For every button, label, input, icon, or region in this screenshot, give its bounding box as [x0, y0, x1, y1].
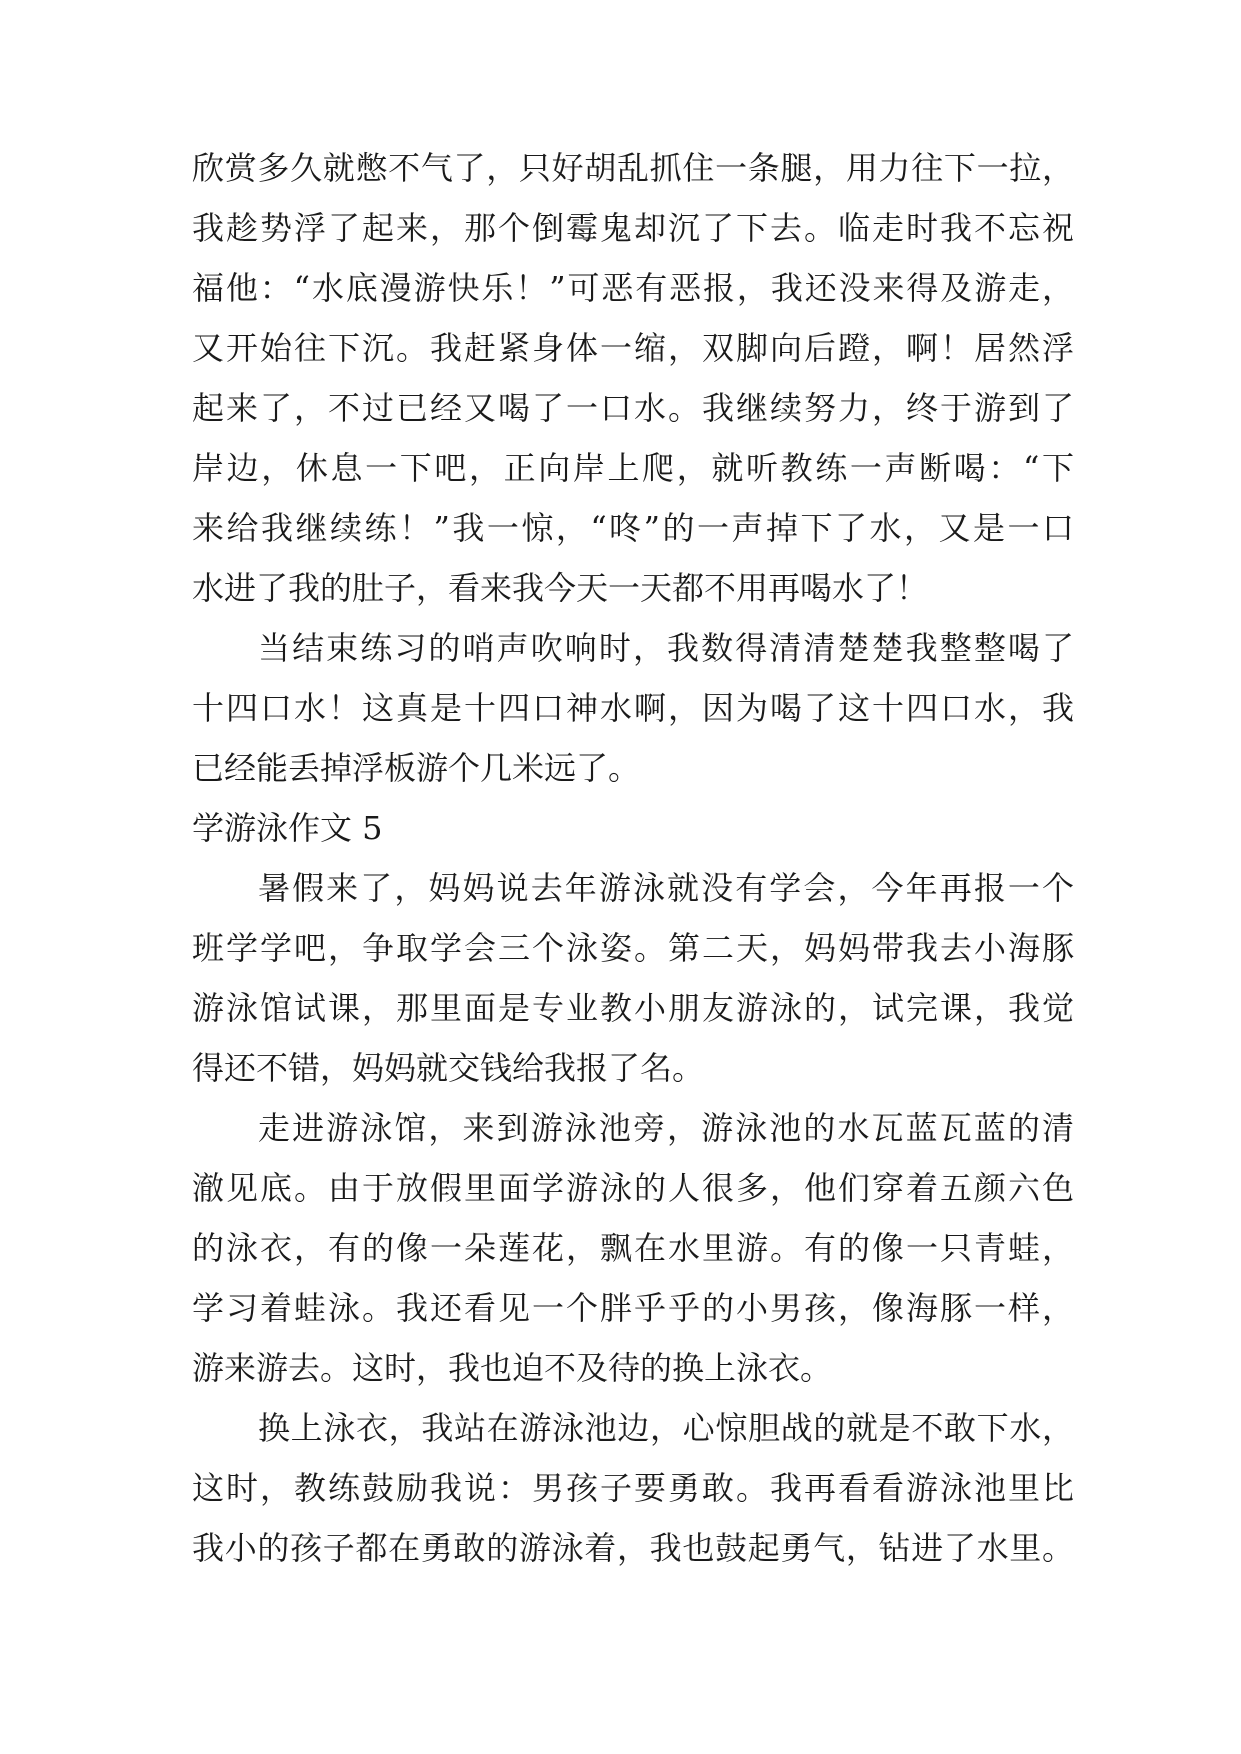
- text-line: 换上泳衣，我站在游泳池边，心惊胆战的就是不敢下水，: [258, 1409, 1074, 1447]
- paragraph-3: [192, 858, 1074, 1098]
- text-line: 欣赏多久就憋不气了，只好胡乱抓住一条腿，用力往下一拉，: [192, 149, 1074, 187]
- text-line: 澈见底。由于放假里面学游泳的人很多，他们穿着五颜六色: [192, 1169, 1074, 1207]
- text-line: 福他：“水底漫游快乐！”可恶有恶报，我还没来得及游走，: [192, 269, 1074, 307]
- paragraph-4: [192, 1098, 1074, 1398]
- text-line: 起来了，不过已经又喝了一口水。我继续努力，终于游到了: [192, 389, 1074, 427]
- text-line: 暑假来了，妈妈说去年游泳就没有学会，今年再报一个: [258, 869, 1074, 907]
- paragraph-1: [192, 138, 1074, 618]
- text-line: 学习着蛙泳。我还看见一个胖乎乎的小男孩，像海豚一样，: [192, 1289, 1074, 1327]
- paragraph-5: [192, 1398, 1074, 1578]
- document-body: [192, 138, 1074, 1578]
- text-line: 班学学吧，争取学会三个泳姿。第二天，妈妈带我去小海豚: [192, 929, 1074, 967]
- text-line: 走进游泳馆，来到游泳池旁，游泳池的水瓦蓝瓦蓝的清: [258, 1109, 1074, 1147]
- text-line: 的泳衣，有的像一朵莲花，飘在水里游。有的像一只青蛙，: [192, 1229, 1074, 1267]
- paragraph-2: [192, 618, 1074, 798]
- text-line: 水进了我的肚子，看来我今天一天都不用再喝水了！: [192, 569, 929, 607]
- text-line: 岸边，休息一下吧，正向岸上爬，就听教练一声断喝：“下: [192, 449, 1074, 487]
- text-line: 又开始往下沉。我赶紧身体一缩，双脚向后蹬，啊！居然浮: [192, 329, 1074, 367]
- text-line: 游泳馆试课，那里面是专业教小朋友游泳的，试完课，我觉: [192, 989, 1074, 1027]
- text-line: 当结束练习的哨声吹响时，我数得清清楚楚我整整喝了: [258, 629, 1074, 667]
- text-line: 这时，教练鼓励我说：男孩子要勇敢。我再看看游泳池里比: [192, 1469, 1074, 1507]
- text-line: 来给我继续练！”我一惊，“咚”的一声掉下了水，又是一口: [192, 509, 1074, 547]
- text-line: 游来游去。这时，我也迫不及待的换上泳衣。: [192, 1349, 833, 1387]
- text-line: 我趁势浮了起来，那个倒霉鬼却沉了下去。临走时我不忘祝: [192, 209, 1074, 247]
- text-line: 十四口水！这真是十四口神水啊，因为喝了这十四口水，我: [192, 689, 1074, 727]
- text-line: 已经能丢掉浮板游个几米远了。: [192, 749, 641, 787]
- text-line: 得还不错，妈妈就交钱给我报了名。: [192, 1049, 705, 1087]
- section-heading: 学游泳作文 5: [192, 809, 383, 847]
- text-line: 我小的孩子都在勇敢的游泳着，我也鼓起勇气，钻进了水里。: [192, 1529, 1074, 1567]
